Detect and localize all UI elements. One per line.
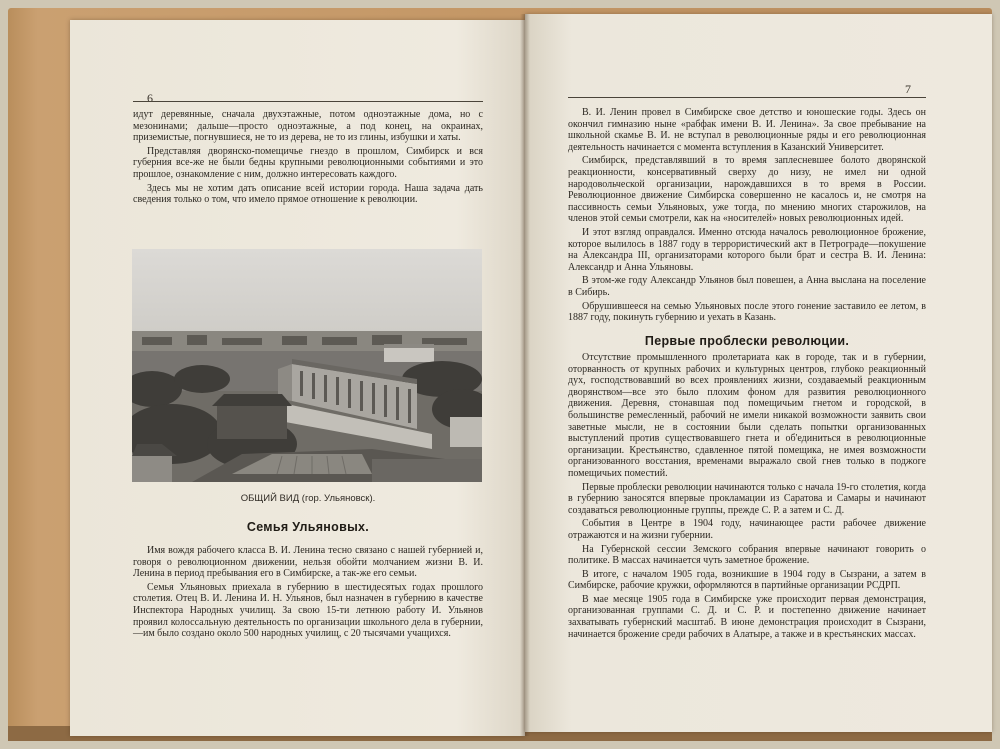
paragraph: идут деревянные, сначала двухэтажные, потом одноэтажные дома, но с мезонинами; дальше—просто одноэтажные, а под конец, на окраинах, приземистые, погнувшиеся, не то из дерева, не то из глины, избушки и хаты. — [133, 109, 483, 144]
left-page-number: 6 — [147, 91, 153, 105]
left-bottom-text — [133, 545, 483, 642]
book-gutter — [520, 14, 530, 736]
paragraph: На Губернской сессии Земского собрания впервые начинают говорить о политике. В массах начинается чуть заметное брожение. — [568, 543, 926, 567]
paragraph: Отсутствие промышленного пролетариата как в городе, так и в губернии, оторванность от крупных рабочих и культурных центров, глубоко реакционный дух, господствовавший во всех проявлениях жизни, создаваемый реакционным дворянством—все это было плохим фоном для развития революционного движения. Деревня, стонавшая под помещичьим гнетом и городской, в большинстве ремесленный, рабочий не имели никакой возможности заявить свои заветные мысли, не в состоянии были сделать попытки организованных выступлений против существовавшего гнета и об'единиться в революционные организации. Крестьянство, сдавленное пятой помещика, не имея возможности организованного восстания, временами выражало свой гнев только в поджоге помещичьих поместий. — [568, 352, 926, 479]
left-top-text — [133, 109, 483, 208]
paragraph: Здесь мы не хотим дать описание всей истории города. Наша задача дать сведения только о том, что имело прямое отношение к революции. — [133, 182, 483, 206]
right-bottom-text — [568, 352, 926, 642]
paragraph: В этом-же году Александр Ульянов был повешен, а Анна выслана на поселение в Сибирь. — [568, 275, 926, 298]
paragraph: Первые проблески революции начинаются только с начала 19-го столетия, когда в губернию заносятся впервые прокламации из Саратова и Самары и начинают создаваться революционные группы, прежде С. Р. а затем и С. Д. — [568, 481, 926, 516]
paragraph: В итоге, с началом 1905 года, возникшие в 1904 году в Сызрани, а затем в Симбирске, рабочие кружки, оформляются в партийные организации РСДРП. — [568, 568, 926, 592]
section-title: Семья Ульяновых. — [246, 520, 370, 534]
paragraph: Обрушившееся на семью Ульяновых после этого гонение заставило ее летом, в 1887 году, покинуть губернию и уехать в Казань. — [568, 300, 926, 324]
paragraph: События в Центре в 1904 году, начинающее расти рабочее движение отражаются и на жизни губернии. — [568, 518, 926, 541]
right-header-rule — [568, 97, 926, 98]
paragraph: Симбирск, представлявший в то время заплесневшее болото дворянской реакционности, консервативный сверху до низу, не имел ни одной народовольческой организации, нарождавшихся в то время в России. Революционное движение Симбирска совершенно не касалось и, не смотря на пассивность семьи Ульяновых, уже тогда, по мнению многих старожилов, на членов этой семьи смотрели, как на «носителей» новых революционных идей. — [568, 155, 926, 225]
paragraph: И этот взгляд оправдался. Именно отсюда началось революционное брожение, которое вылилось в 1887 году в террористический акт в Петрограде—покушение на Александра III, организаторами которого были брат и сестра В. И. Ленина: Александр и Анна Ульяновы. — [568, 226, 926, 273]
section-title: Первые проблески революции. — [644, 334, 850, 348]
paragraph: В. И. Ленин провел в Симбирске свое детство и юношеские годы. Здесь он окончил гимназию ныне «рабфак имени В. И. Ленина». За свое пребывание на школьной скамье В. И. не вступал в революционные ряды и его революционная деятельность начинается с момента вступления в Казанский Университет. — [568, 107, 926, 153]
paragraph: Семья Ульяновых приехала в губернию в шестидесятых годах прошлого столетия. Отец В. И. Ленина И. Н. Ульянов, был назначен в губернию в качестве Инспектора Народных училищ. За свою 15-ти летнюю работу И. Ульянов проявил колоссальную деятельность по организации школьного дела в губернии,—им было создано около 500 народных училищ, с 20 тысячами учащихся. — [133, 581, 483, 640]
right-page-number: 7 — [905, 82, 911, 96]
paragraph: Представляя дворянско-помещичье гнездо в прошлом, Симбирск и вся губерния все-же не были бедны крупными революционными событиями и это прошлое, ознакомление с ним, должно интересовать каждого. — [133, 145, 483, 180]
left-header-rule — [133, 101, 483, 102]
city-view-photo — [132, 249, 482, 482]
paragraph: В мае месяце 1905 года в Симбирске уже происходит первая демонстрация, организованная группами С. Д. и С. Р. и постепенно движение начинает захватывать губернский масштаб. В июне демонстрация происходит в Сызрани, начинается брожение среди рабочих в Алатыре, а также и в крестьянских массах. — [568, 593, 926, 640]
photo-caption: ОБЩИЙ ВИД (гор. Ульяновск). — [240, 493, 376, 504]
right-top-text — [568, 107, 926, 326]
paragraph: Имя вождя рабочего класса В. И. Ленина тесно связано с нашей губернией и, говоря о революционном движении, нельзя обойти молчанием жизни В. И. Ленина в период пребывания его в Симбирске, а так-же его семьи. — [133, 545, 483, 580]
